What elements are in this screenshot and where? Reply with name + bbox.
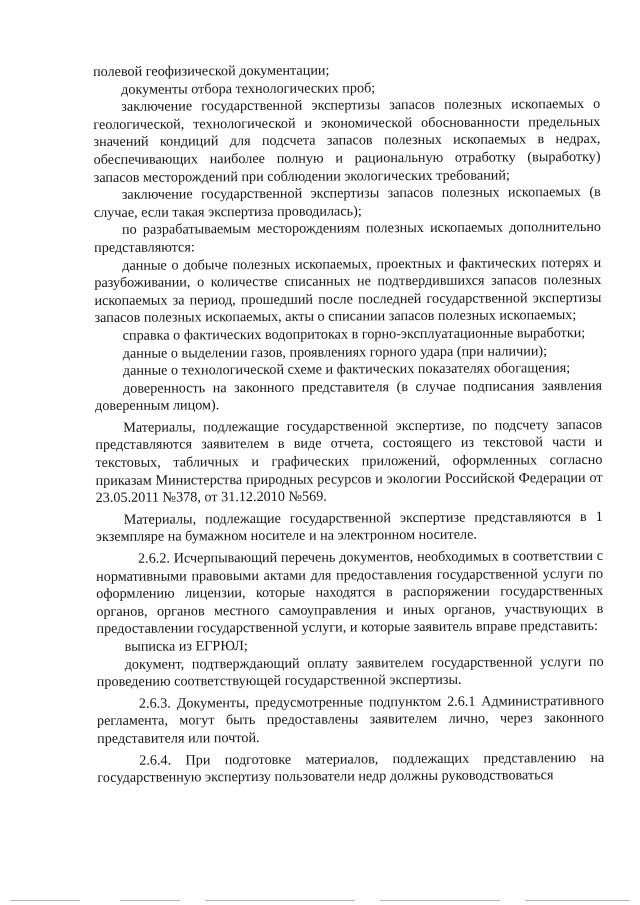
list-item-conditions-expertise: заключение государственной экспертизы запасов полезных ископаемых о геологической, технологической и экономической обоснованности предельных значений кондиций для подсчета запасов полезных ископаемых в недрах, обеспечивающих наиболее полную и рациональную отработку (выработку) запасов месторождений при соблюдении экологических требований; [93, 96, 601, 186]
scan-edge-artifact [0, 895, 640, 901]
document-body [93, 61, 604, 788]
list-item-technological-samples: документы отбора технологических проб; [121, 79, 376, 98]
paragraph-developed-deposits: по разрабатываемым месторождениям полезных ископаемых дополнительно представляются: [94, 219, 602, 256]
list-item-power-of-attorney: доверенность на законного представителя (в случае подписания заявления доверенным лицом). [95, 377, 603, 415]
list-item-enrichment-data: данные о технологической схеме и фактических показателях обогащения; [122, 360, 571, 379]
list-item-reserves-expertise: заключение государственной экспертизы запасов полезных ископаемых (в случае, если такая экспертиза проводилась); [93, 184, 601, 221]
paragraph-continuation: полевой геофизической документации; [93, 62, 330, 80]
list-item-production-data: данные о добыче полезных ископаемых, проектных и фактических потерях и разубоживании, о количестве списанных не подтвердившихся запасов полезных ископаемых за период, прошедший после последней государственной экспертизы запасов полезных ископаемых, акты о списании запасов полезных ископаемых; [94, 254, 602, 327]
section-2-6-2: 2.6.2. Исчерпывающий перечень документов, необходимых в соответствии с нормативными правовыми актами для предоставления государственной услуги по оформлению лицензии, которые находятся в распоряжении государственных органов, органов местного самоуправления и иных органов, участвующих в предоставлении государственной услуги, и которые заявитель вправе представить: [96, 547, 604, 638]
paragraph-materials-copies: Материалы, подлежащие государственной экспертизе представляются в 1 экземпляре на бумажном носителе и на электронном носителе. [95, 508, 603, 546]
list-item-water-inflow: справка о фактических водопритоках в горно-эксплуатационные выработки; [122, 324, 586, 344]
list-item-gas-emission: данные о выделении газов, проявлениях горного удара (при наличии); [122, 342, 548, 362]
list-item-payment-document: документ, подтверждающий оплату заявителем государственной услуги по проведению соответствующей государственной экспертизы. [96, 653, 604, 691]
paragraph-materials-report: Материалы, подлежащие государственной экспертизе, по подсчету запасов представляются заявителем в виде отчета, состоящего из текстовой части и текстовых, табличных и графических приложений, оформленных согласно приказам Министерства природных ресурсов и экологии Российской Федерации от 23.05.2011 №378, от 31.12.2010 №569. [95, 416, 603, 507]
section-2-6-4: 2.6.4. При подготовке материалов, подлежащих представлению на государственную экспертизу пользователи недр должны руководствоваться [97, 749, 605, 787]
list-item-egrul-extract: выписка из ЕГРЮЛ; [124, 638, 248, 655]
section-2-6-3: 2.6.3. Документы, предусмотренные подпунктом 2.6.1 Административного регламента, могут быть предоставлены заявителем лично, через законного представителя или почтой. [96, 692, 605, 747]
